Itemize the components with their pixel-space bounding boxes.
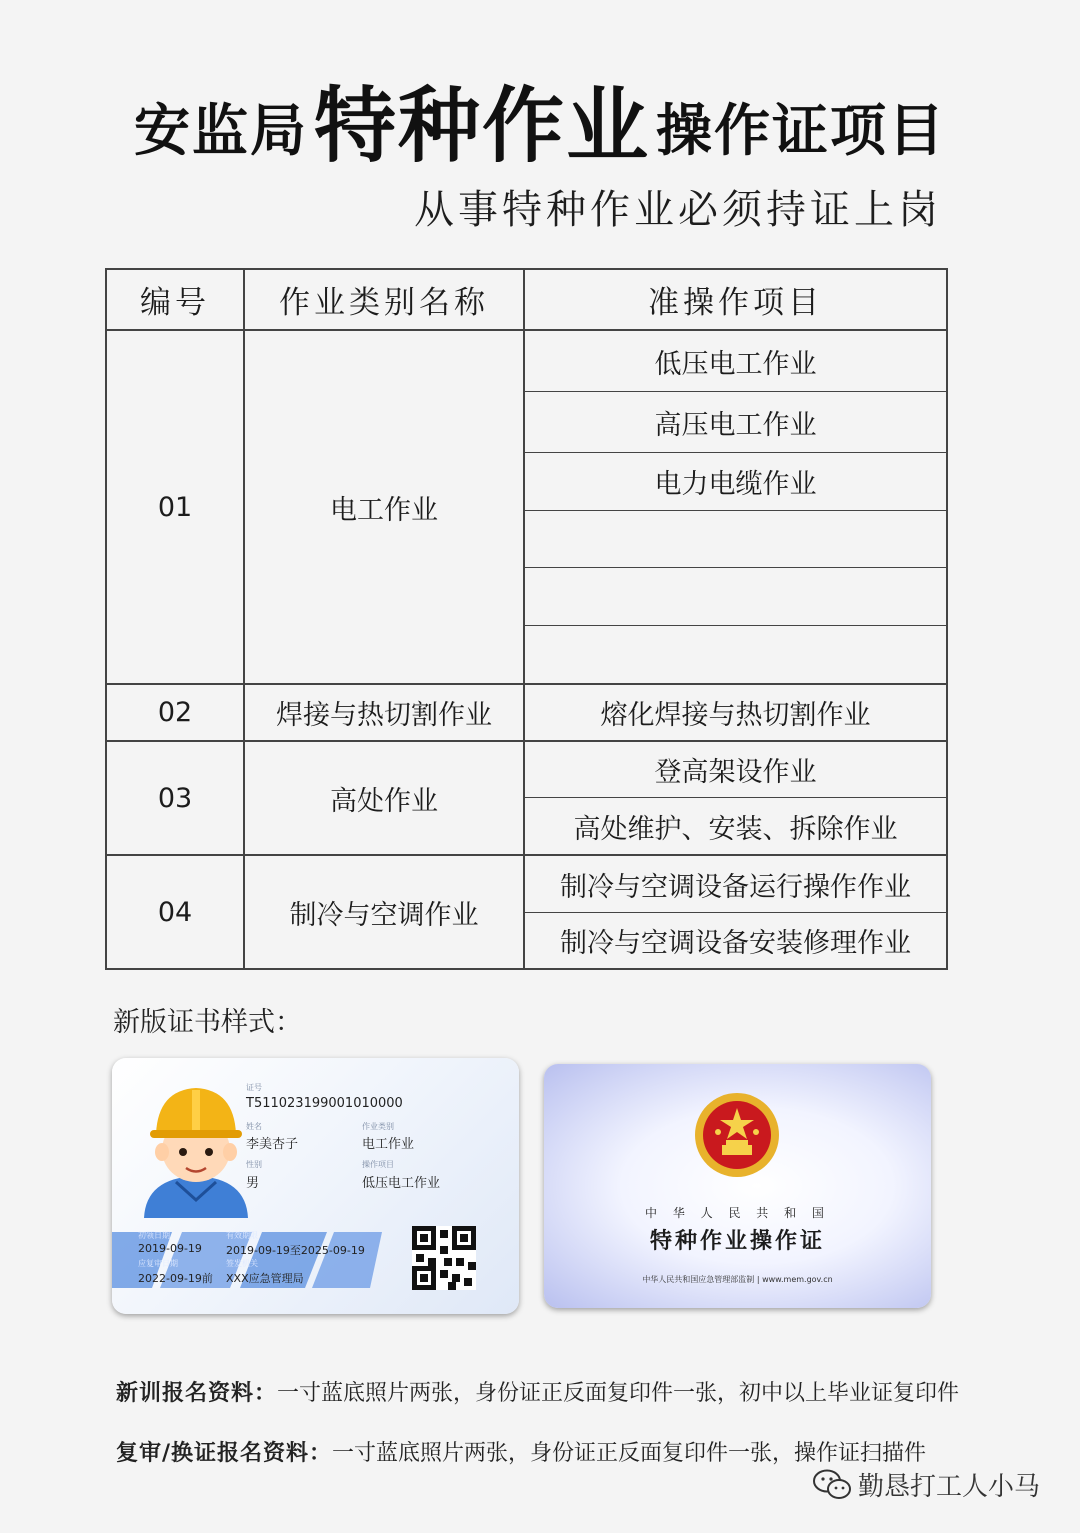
name-value: 李美杏子 [246,1137,299,1152]
table-border [946,268,948,970]
project-value: 低压电工作业 [362,1176,441,1191]
project-item: 制冷与空调设备安装修理作业 [560,928,911,959]
project-item [525,511,946,567]
validity-label: 有效期限 [226,1231,258,1240]
page-subtitle: 从事特种作业必须持证上岗 [414,187,942,233]
renewal-label: 复审/换证报名资料： [116,1441,333,1466]
project-item: 熔化焊接与热切割作业 [600,700,871,731]
card-title: 特种作业操作证 [649,1229,825,1254]
gender-value: 男 [246,1176,260,1191]
project-item: 高处维护、安装、拆除作业 [573,813,898,845]
validity-value: 2019-09-19至2025-09-19 [226,1244,365,1257]
watermark-text: 勤恳打工人小马 [858,1472,1041,1502]
row-category: 高处作业 [330,785,438,817]
worker-avatar-icon [136,1078,256,1218]
review-value: 2022-09-19前 [138,1272,213,1285]
project-item: 电力电缆作业 [654,469,817,500]
certificate-style-label: 新版证书样式： [113,1007,302,1038]
review-label: 应复审日期 [138,1259,178,1268]
issuer-label: 签发机关 [226,1259,258,1268]
certificate-card-front [112,1058,519,1314]
page-title [0,62,1080,172]
table-border [105,968,948,970]
category-label: 作业类别 [362,1122,394,1131]
wechat-icon [812,1468,852,1502]
header-projects: 准操作项目 [648,285,823,321]
project-table [105,268,948,970]
row-category: 焊接与热切割作业 [276,700,492,731]
certificate-card-back [544,1064,931,1308]
id-value: T511023199001010000 [246,1096,403,1111]
gender-label: 性别 [246,1160,262,1169]
first-issue-value: 2019-09-19 [138,1242,202,1255]
project-item: 低压电工作业 [654,348,817,380]
project-item: 制冷与空调设备运行操作作业 [560,871,911,903]
row-category: 制冷与空调作业 [289,899,479,931]
name-label: 姓名 [246,1122,262,1131]
qr-code-icon [412,1226,476,1290]
row-code: 03 [157,782,193,814]
header-category: 作业类别名称 [279,285,489,321]
new-training-text: 一寸蓝底照片两张，身份证正反面复印件一张，初中以上毕业证复印件 [277,1381,960,1406]
title-main: 特种作业 [313,79,650,174]
title-prefix: 安监局 [133,99,308,164]
project-label: 操作项目 [362,1160,394,1169]
renewal-text: 一寸蓝底照片两张，身份证正反面复印件一张，操作证扫描件 [332,1441,927,1466]
project-item: 高压电工作业 [654,409,817,441]
card-footer: 中华人民共和国应急管理部监制 | www.mem.gov.cn [642,1275,833,1284]
row-code: 02 [157,697,193,728]
new-training-requirements [116,1376,959,1407]
national-emblem-icon [692,1090,782,1180]
renewal-requirements [116,1436,926,1467]
issuer-value: XXX应急管理局 [226,1272,304,1285]
category-value: 电工作业 [362,1137,415,1152]
row-code: 04 [157,896,193,928]
header-code: 编号 [140,285,210,321]
first-issue-label: 初领日期 [138,1231,170,1240]
row-code: 01 [157,491,193,523]
watermark [812,1466,1040,1503]
row-category: 电工作业 [330,494,438,526]
new-training-label: 新训报名资料： [116,1381,278,1406]
card-country: 中 华 人 民 共 和 国 [645,1206,830,1220]
project-item [525,568,946,625]
project-item [525,626,946,683]
project-item: 登高架设作业 [654,757,817,788]
id-label: 证号 [246,1083,262,1092]
title-suffix: 操作证项目 [656,99,946,164]
